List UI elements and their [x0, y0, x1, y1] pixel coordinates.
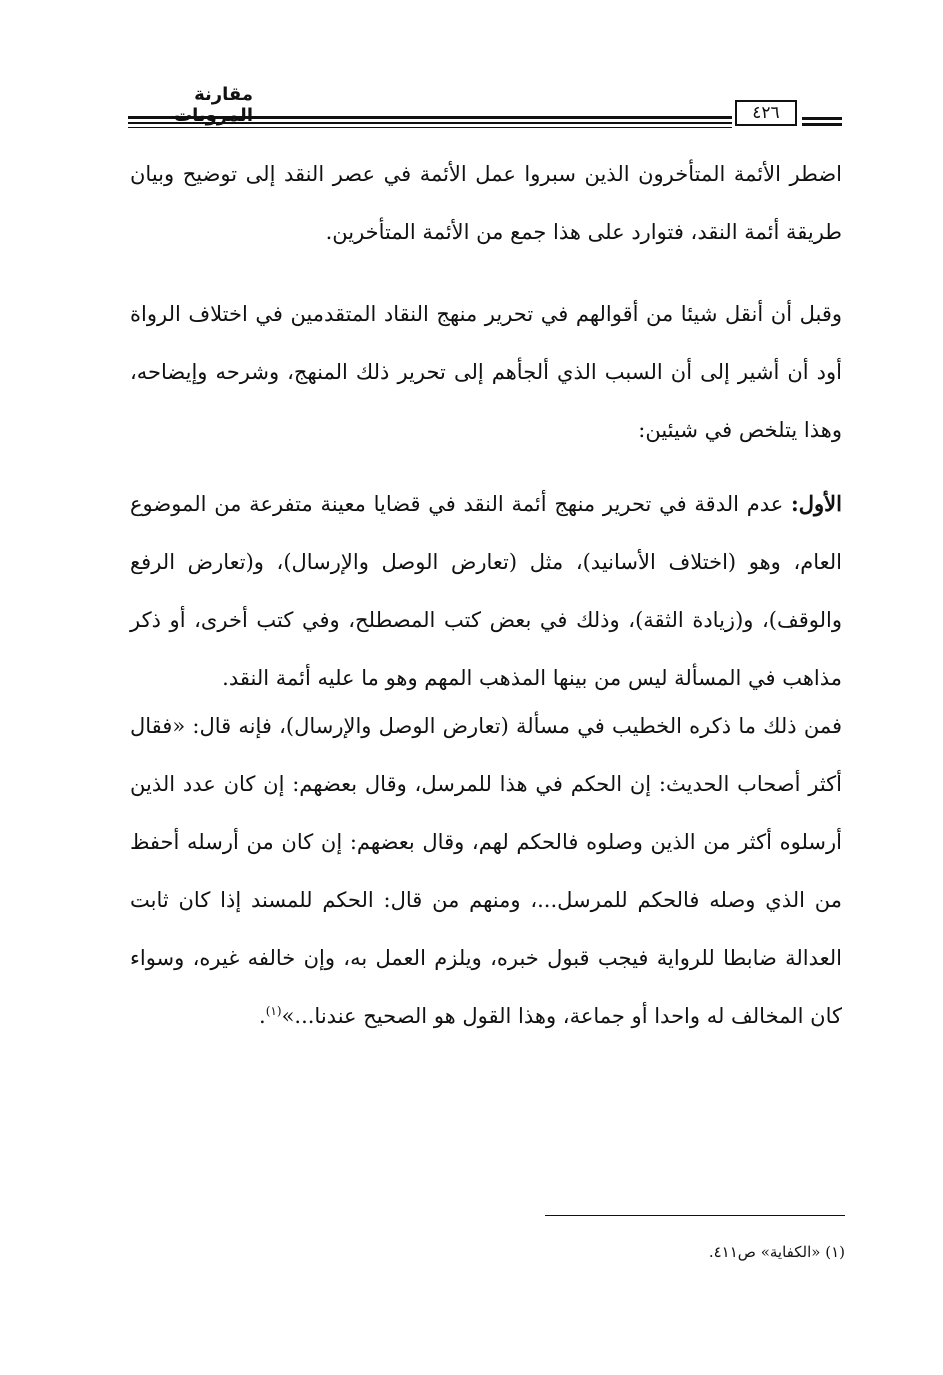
page-number: ٤٢٦: [735, 100, 797, 126]
header-rule: [128, 116, 732, 119]
body-paragraph: اضطر الأئمة المتأخرون الذين سبروا عمل الأئمة في عصر النقد إلى توضيح وبيان طريقة أئمة النقد، فتوارد على هذا جمع من الأئمة المتأخرين.: [130, 162, 842, 244]
header-rule: [128, 127, 732, 128]
paragraph-text: فمن ذلك ما ذكره الخطيب في مسألة (تعارض الوصل والإرسال)، فإنه قال: «فقال أكثر أصحاب الحديث: إن الحكم في هذا للمرسل، وقال بعضهم: إن كان عدد الذين أرسلوه أكثر من الذين وصلوه فالحكم لهم، وقال بعضهم: إن كان من أرسله أحفظ من الذي وصله فالحكم للمرسل...، ومنهم من قال: الحكم للمسند إذا كان ثابت العدالة ضابطا للرواية فيجب قبول خبره، ويلزم العمل به، وإن خالفه غيره، وسواء كان المخالف له واحدا أو جماعة، وهذا القول هو الصحيح عندنا...»: [130, 714, 842, 1028]
body-paragraph: وقبل أن أنقل شيئا من أقوالهم في تحرير منهج النقاد المتقدمين في اختلاف الرواة أود أن أشير إلى أن السبب الذي ألجأهم إلى تحرير ذلك المنهج، وشرحه وإيضاحه، وهذا يتلخص في شيئين:: [130, 302, 842, 442]
running-header-title: مقارنة: [194, 84, 253, 105]
header-rule: [128, 122, 732, 124]
body-paragraph: [130, 697, 842, 1045]
footnote: (١) «الكفاية» ص٤١١.: [708, 1243, 845, 1261]
header-rule-short: [802, 123, 842, 126]
footnote-reference[interactable]: (١): [265, 1004, 282, 1018]
paragraph-end: .: [259, 1004, 266, 1028]
body-paragraph: [130, 475, 842, 707]
footnote-separator: [545, 1215, 845, 1216]
paragraph-text: عدم الدقة في تحرير منهج أئمة النقد في قضايا معينة متفرعة من الموضوع العام، وهو (اختلاف الأسانيد)، مثل (تعارض الوصل والإرسال)، و(تعارض الرفع والوقف)، و(زيادة الثقة)، وذلك في بعض كتب المصطلح، وفي كتب أخرى، أو ذكر مذاهب في المسألة ليس من بينها المذهب المهم وهو ما عليه أئمة النقد.: [130, 492, 842, 690]
header-rule-short: [802, 117, 842, 120]
paragraph-lead-label: الأول:: [791, 491, 842, 516]
